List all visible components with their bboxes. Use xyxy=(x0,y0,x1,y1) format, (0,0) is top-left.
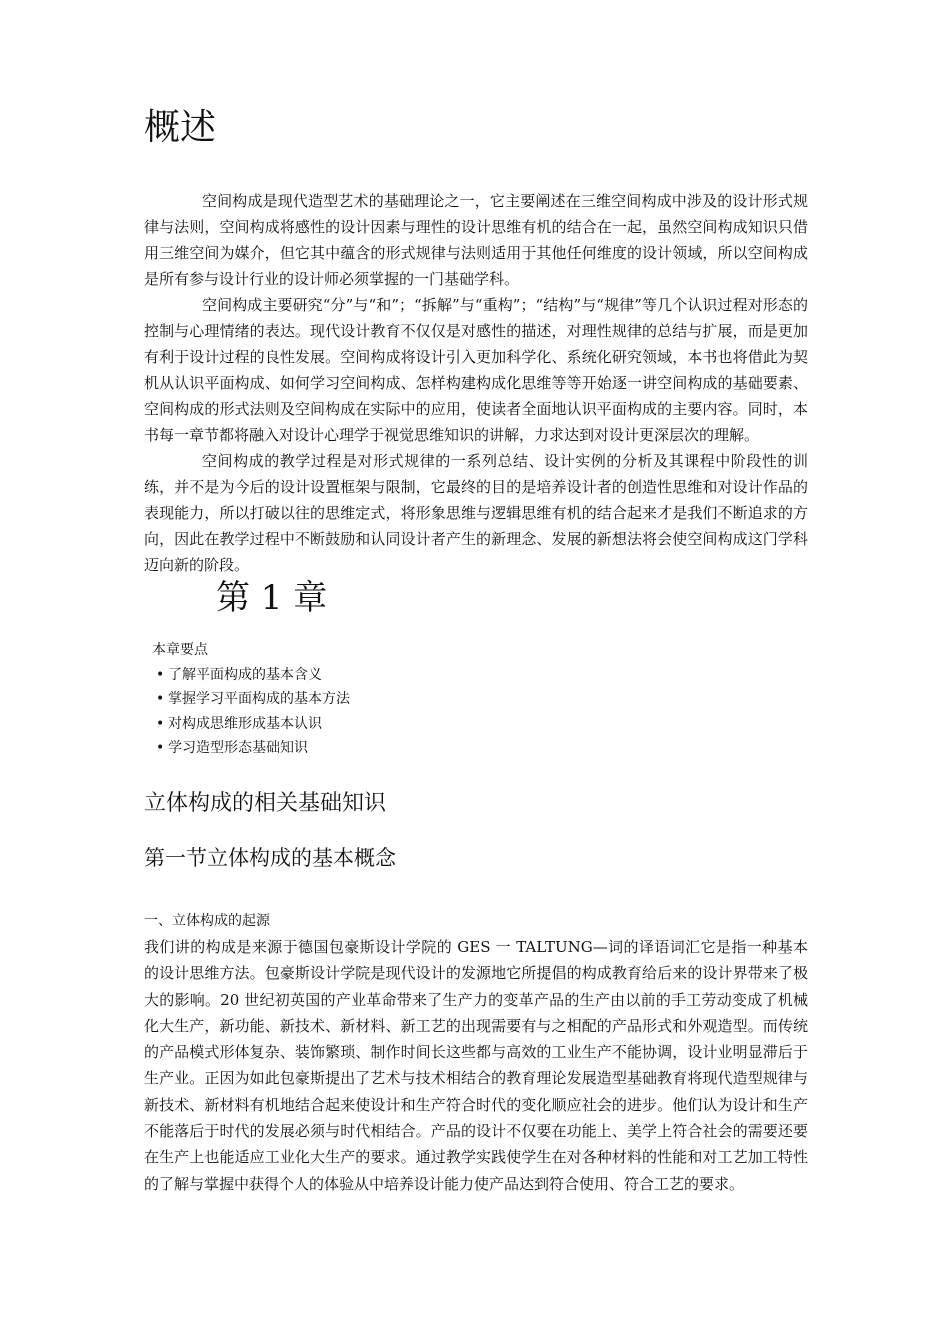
key-point-item xyxy=(156,736,350,761)
key-point-item xyxy=(156,712,350,737)
key-points-list xyxy=(152,663,350,761)
overview-paragraph: 空间构成主要研究“分”与“和”；“拆解”与“重构”；“结构”与“规律”等几个认识过程对形态的控制与心理情绪的表达。现代设计教育不仅仅是对感性的描述，对理性规律的总结与扩展，而是更加有利于设计过程的良性发展。空间构成将设计引入更加科学化、系统化研究领域，本书也将借此为契机从认识平面构成、如何学习空间构成、怎样构建构成化思维等等开始逐一讲空间构成的基础要素、空间构成的形式法则及空间构成在实际中的应用，使读者全面地认识平面构成的主要内容。同时，本书每一章节都将融入对设计心理学于视觉思维知识的讲解，力求达到对设计更深层次的理解。 xyxy=(144,296,808,444)
chapter-heading: 第 1 章 xyxy=(216,578,328,618)
bullet-icon: • xyxy=(156,715,165,732)
key-point-item xyxy=(156,687,350,712)
subsection-title: 第一节立体构成的基本概念 xyxy=(144,846,396,870)
key-point-text: 掌握学习平面构成的基本方法 xyxy=(168,691,350,707)
key-point-text: 对构成思维形成基本认识 xyxy=(168,715,322,732)
key-points-title: 本章要点 xyxy=(152,642,208,658)
section-title: 立体构成的相关基础知识 xyxy=(144,791,387,816)
origin-body: 我们讲的构成是来源于德国包豪斯设计学院的 GES 一 TALTUNG—词的译语词汇它是指一种基本的设计思维方法。包豪斯设计学院是现代设计的发源地它所提倡的构成教育给后来的设计界带来了极大的影响。20 世纪初英国的产业革命带来了生产力的变革产品的生产由以前的手工劳动变成了机械化大生产，新功能、新技术、新材料、新工艺的出现需要有与之相配的产品形式和外观造型。而传统的产品模式形体复杂、装饰繁琐、制作时间长这些都与高效的工业生产不能协调，设计业明显滞后于生产业。正因为如此包豪斯提出了艺术与技术相结合的教育理论发展造型基础教育将现代造型规律与新技术、新材料有机地结合起来使设计和生产符合时代的变化顺应社会的进步。他们认为设计和生产不能落后于时代的发展必须与时代相结合。产品的设计不仅要在功能上、美学上符合社会的需要还要在生产上也能适应工业化大生产的要求。通过教学实践使学生在对各种材料的性能和对工艺加工特性的了解与掌握中获得个人的体验从中培养设计能力使产品达到符合使用、符合工艺的要求。 xyxy=(144,938,808,1193)
key-point-item xyxy=(156,663,350,688)
bullet-icon: • xyxy=(156,740,165,756)
key-point-text: 学习造型形态基础知识 xyxy=(168,740,308,756)
overview-body xyxy=(144,188,808,578)
overview-paragraph: 空间构成的教学过程是对形式规律的一系列总结、设计实例的分析及其课程中阶段性的训练，并不是为今后的设计设置框架与限制，它最终的目的是培养设计者的创造性思维和对设计作品的表现能力，所以打破以往的思维定式，将形象思维与逻辑思维有机的结合起来才是我们不断追求的方向，因此在教学过程中不断鼓励和认同设计者产生的新理念、发展的新想法将会使空间构成这门学科迈向新的阶段。 xyxy=(144,452,808,574)
chapter-key-points xyxy=(152,638,350,761)
origin-heading: 一、立体构成的起源 xyxy=(144,913,270,929)
bullet-icon: • xyxy=(156,666,165,683)
key-point-text: 了解平面构成的基本含义 xyxy=(168,666,322,683)
bullet-icon: • xyxy=(156,691,165,707)
overview-title: 概述 xyxy=(144,107,217,148)
overview-paragraph: 空间构成是现代造型艺术的基础理论之一，它主要阐述在三维空间构成中涉及的设计形式规律与法则，空间构成将感性的设计因素与理性的设计思维有机的结合在一起，虽然空间构成知识只借用三维空间为媒介，但它其中蕴含的形式规律与法则适用于其他任何维度的设计领域，所以空间构成是所有参与设计行业的设计师必须掌握的一门基础学科。 xyxy=(144,192,808,288)
